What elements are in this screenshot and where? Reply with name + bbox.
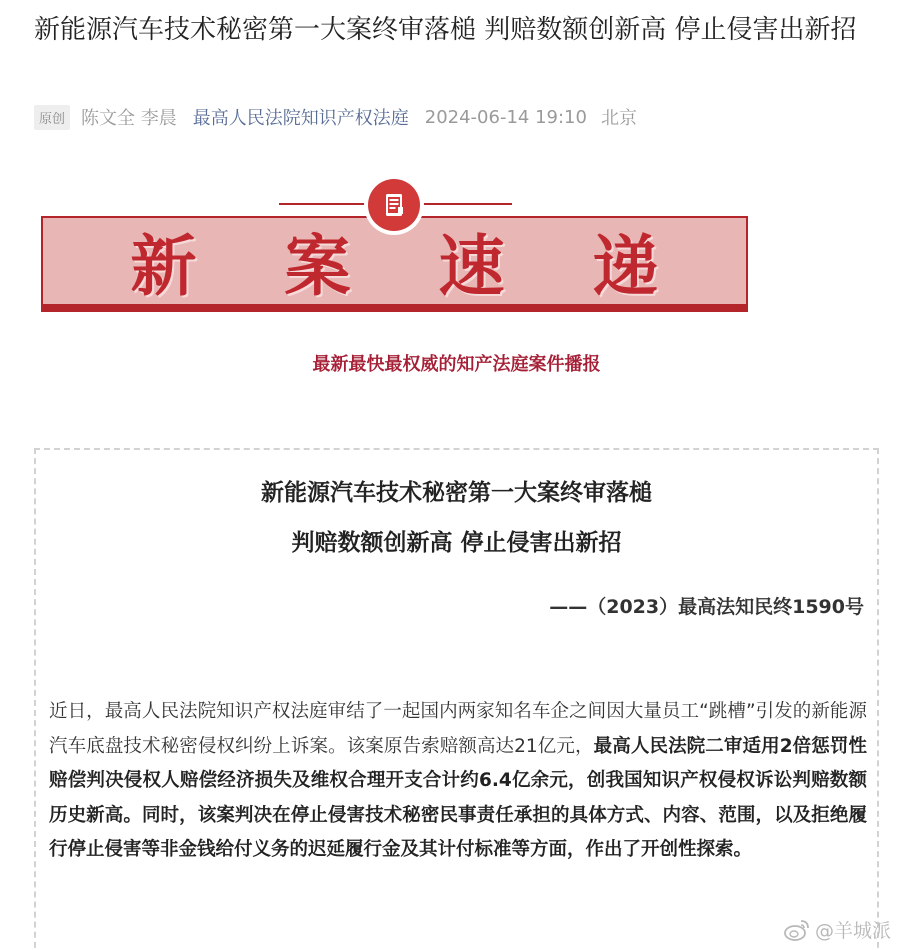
- watermark: [783, 916, 891, 943]
- article-meta: [34, 104, 637, 130]
- paragraph-normal-text: 近日，最高人民法院知识产权法庭审结了一起国内两家知名车企之间因大量员工“跳槽”引发的新能源汽车底盘技术秘密侵权纠纷上诉案。该案原告索赔额高达21亿元，: [49, 701, 867, 757]
- case-number: ——（2023）最高法知民终1590号: [549, 596, 864, 618]
- banner-char: 案: [284, 226, 395, 305]
- paragraph-bold-text: 最高人民法院二审适用2倍惩罚性赔偿判决侵权人赔偿经济损失及维权合理开支合计约6.4亿余元，创我国知识产权侵权诉讼判赔数额历史新高。同时，该案判决在停止侵害技术秘密民事责任承担的具体方式、内容、范围，以及拒绝履行停止侵害等非金钱给付义务的迟延履行金及其计付标准等方面，作出了开创性探索。: [49, 735, 868, 860]
- account-name-link[interactable]: 最高人民法院知识产权法庭: [192, 108, 409, 129]
- banner-char: 递: [592, 226, 703, 305]
- weibo-icon: [783, 918, 811, 942]
- publish-location: 北京: [600, 108, 637, 129]
- case-paragraph: [49, 695, 867, 868]
- banner-char: 速: [438, 226, 549, 305]
- original-badge: 原创: [34, 105, 70, 130]
- banner-heading: [41, 216, 748, 304]
- case-title-line2: 判赔数额创新高 停止侵害出新招: [291, 530, 622, 556]
- watermark-text: @羊城派: [814, 920, 891, 942]
- banner-subtitle: 最新最快最权威的知产法庭案件播报: [312, 354, 601, 375]
- publish-date: 2024-06-14 19:10: [424, 106, 587, 128]
- article-title: 新能源汽车技术秘密第一大案终审落槌 判赔数额创新高 停止侵害出新招: [34, 15, 857, 45]
- banner-char: 新: [130, 226, 241, 305]
- article-authors: 陈文全 李晨: [81, 108, 177, 129]
- case-title-line1: 新能源汽车技术秘密第一大案终审落槌: [261, 480, 652, 506]
